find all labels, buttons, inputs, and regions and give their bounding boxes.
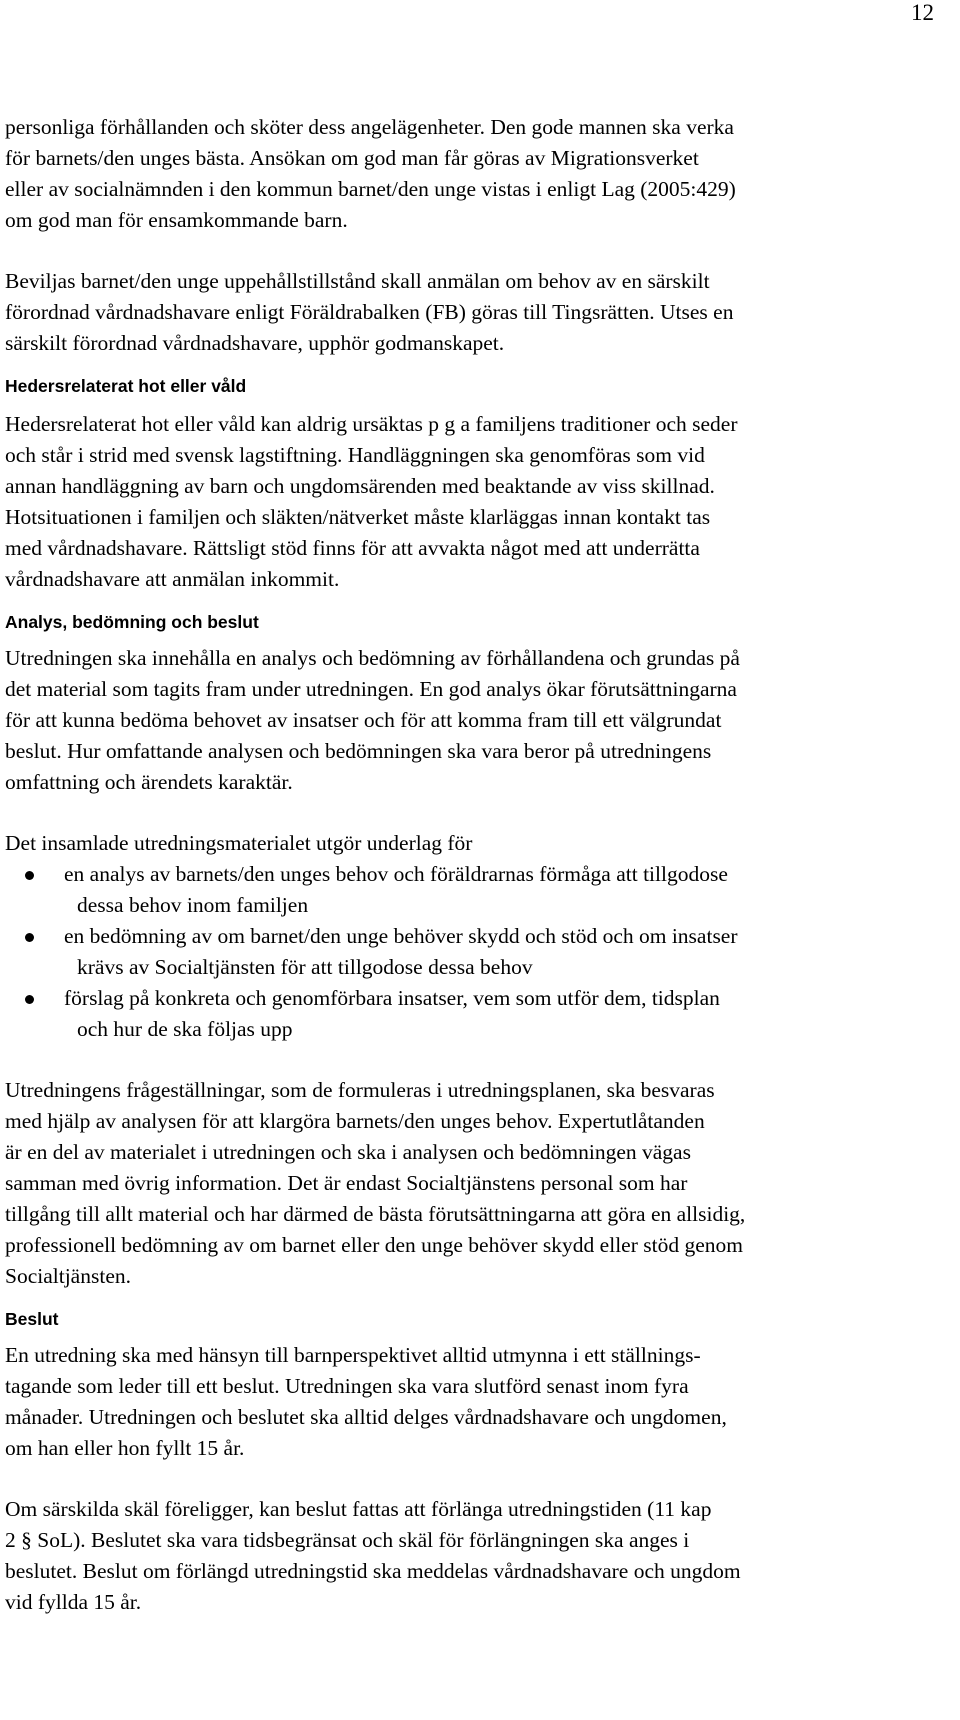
list-item [5,859,950,921]
text-line: eller av socialnämnden i den kommun barnet/den unge vistas i enligt Lag (2005:429) [5,177,736,201]
text-line: krävs av Socialtjänsten för att tillgodose dessa behov [77,955,533,979]
text-line: Utredningens frågeställningar, som de formuleras i utredningsplanen, ska besvaras [5,1078,715,1102]
text-line: Det insamlade utredningsmaterialet utgör underlag för [5,831,473,855]
text-line: tillgång till allt material och har därmed de bästa förutsättningarna att göra en allsidig, [5,1202,746,1226]
text-line: vid fyllda 15 år. [5,1590,142,1614]
bullet-icon [25,995,34,1004]
paragraph-analysis [5,643,950,798]
bullet-icon [25,871,34,880]
heading-analysis: Analys, bedömning och beslut [5,612,259,632]
text-line: annan handläggning av barn och ungdomsärenden med beaktande av viss skillnad. [5,474,715,498]
text-line: tagande som leder till ett beslut. Utredningen ska vara slutförd senast inom fyra [5,1374,689,1398]
text-line: det material som tagits fram under utredningen. En god analys ökar förutsättningarna [5,677,737,701]
paragraph-intro [5,112,950,236]
text-line: samman med övrig information. Det är endast Socialtjänstens personal som har [5,1171,688,1195]
text-line: dessa behov inom familjen [77,893,309,917]
text-line: 2 § SoL). Beslutet ska vara tidsbegränsat och skäl för förlängningen ska anges i [5,1528,690,1552]
text-line: en bedömning av om barnet/den unge behöver skydd och stöd och om insatser [64,924,738,948]
text-line: särskilt förordnad vårdnadshavare, upphör godmanskapet. [5,331,505,355]
paragraph-questions [5,1075,950,1292]
paragraph-material-intro [5,828,950,859]
heading-decision: Beslut [5,1309,59,1329]
text-line: med hjälp av analysen för att klargöra barnets/den unges behov. Expertutlåtanden [5,1109,705,1133]
list-item [5,921,950,983]
text-line: Utredningen ska innehålla en analys och bedömning av förhållandena och grundas på [5,646,740,670]
paragraph-extension [5,1494,950,1618]
text-line: förordnad vårdnadshavare enligt Föräldrabalken (FB) göras till Tingsrätten. Utses en [5,300,734,324]
text-line: för att kunna bedöma behovet av insatser och för att komma fram till ett välgrundat [5,708,722,732]
text-line: och hur de ska följas upp [77,1017,293,1041]
text-line: om han eller hon fyllt 15 år. [5,1436,245,1460]
text-line: med vårdnadshavare. Rättsligt stöd finns för att avvakta något med att underrätta [5,536,700,560]
document-body [5,112,950,1618]
list-item [5,983,950,1045]
text-line: för barnets/den unges bästa. Ansökan om god man får göras av Migrationsverket [5,146,699,170]
text-line: förslag på konkreta och genomförbara insatser, vem som utför dem, tidsplan [64,986,720,1010]
paragraph-decision [5,1340,950,1464]
bullet-icon [25,933,34,942]
text-line: Socialtjänsten. [5,1264,131,1288]
material-bullet-list [5,859,950,1045]
text-line: beslut. Hur omfattande analysen och bedömningen ska vara beror på utredningens [5,739,712,763]
heading-honor: Hedersrelaterat hot eller våld [5,376,247,396]
text-line: är en del av materialet i utredningen och ska i analysen och bedömningen vägas [5,1140,691,1164]
paragraph-honor [5,409,950,595]
text-line: vårdnadshavare att anmälan inkommit. [5,567,340,591]
text-line: omfattning och ärendets karaktär. [5,770,293,794]
page-number: 12 [911,0,934,25]
text-line: Om särskilda skäl föreligger, kan beslut fattas att förlänga utredningstiden (11 kap [5,1497,712,1521]
text-line: Hotsituationen i familjen och släkten/nätverket måste klarläggas innan kontakt tas [5,505,711,529]
text-line: En utredning ska med hänsyn till barnperspektivet alltid utmynna i ett ställnings- [5,1343,701,1367]
text-line: professionell bedömning av om barnet eller den unge behöver skydd eller stöd genom [5,1233,743,1257]
paragraph-residence [5,266,950,359]
text-line: en analys av barnets/den unges behov och föräldrarnas förmåga att tillgodose [64,862,728,886]
text-line: om god man för ensamkommande barn. [5,208,348,232]
text-line: månader. Utredningen och beslutet ska alltid delges vårdnadshavare och ungdomen, [5,1405,727,1429]
text-line: och står i strid med svensk lagstiftning. Handläggningen ska genomföras som vid [5,443,705,467]
text-line: beslutet. Beslut om förlängd utredningstid ska meddelas vårdnadshavare och ungdom [5,1559,741,1583]
text-line: Beviljas barnet/den unge uppehållstillstånd skall anmälan om behov av en särskilt [5,269,710,293]
text-line: Hedersrelaterat hot eller våld kan aldrig ursäktas p g a familjens traditioner och seder [5,412,738,436]
text-line: personliga förhållanden och sköter dess angelägenheter. Den gode mannen ska verka [5,115,734,139]
